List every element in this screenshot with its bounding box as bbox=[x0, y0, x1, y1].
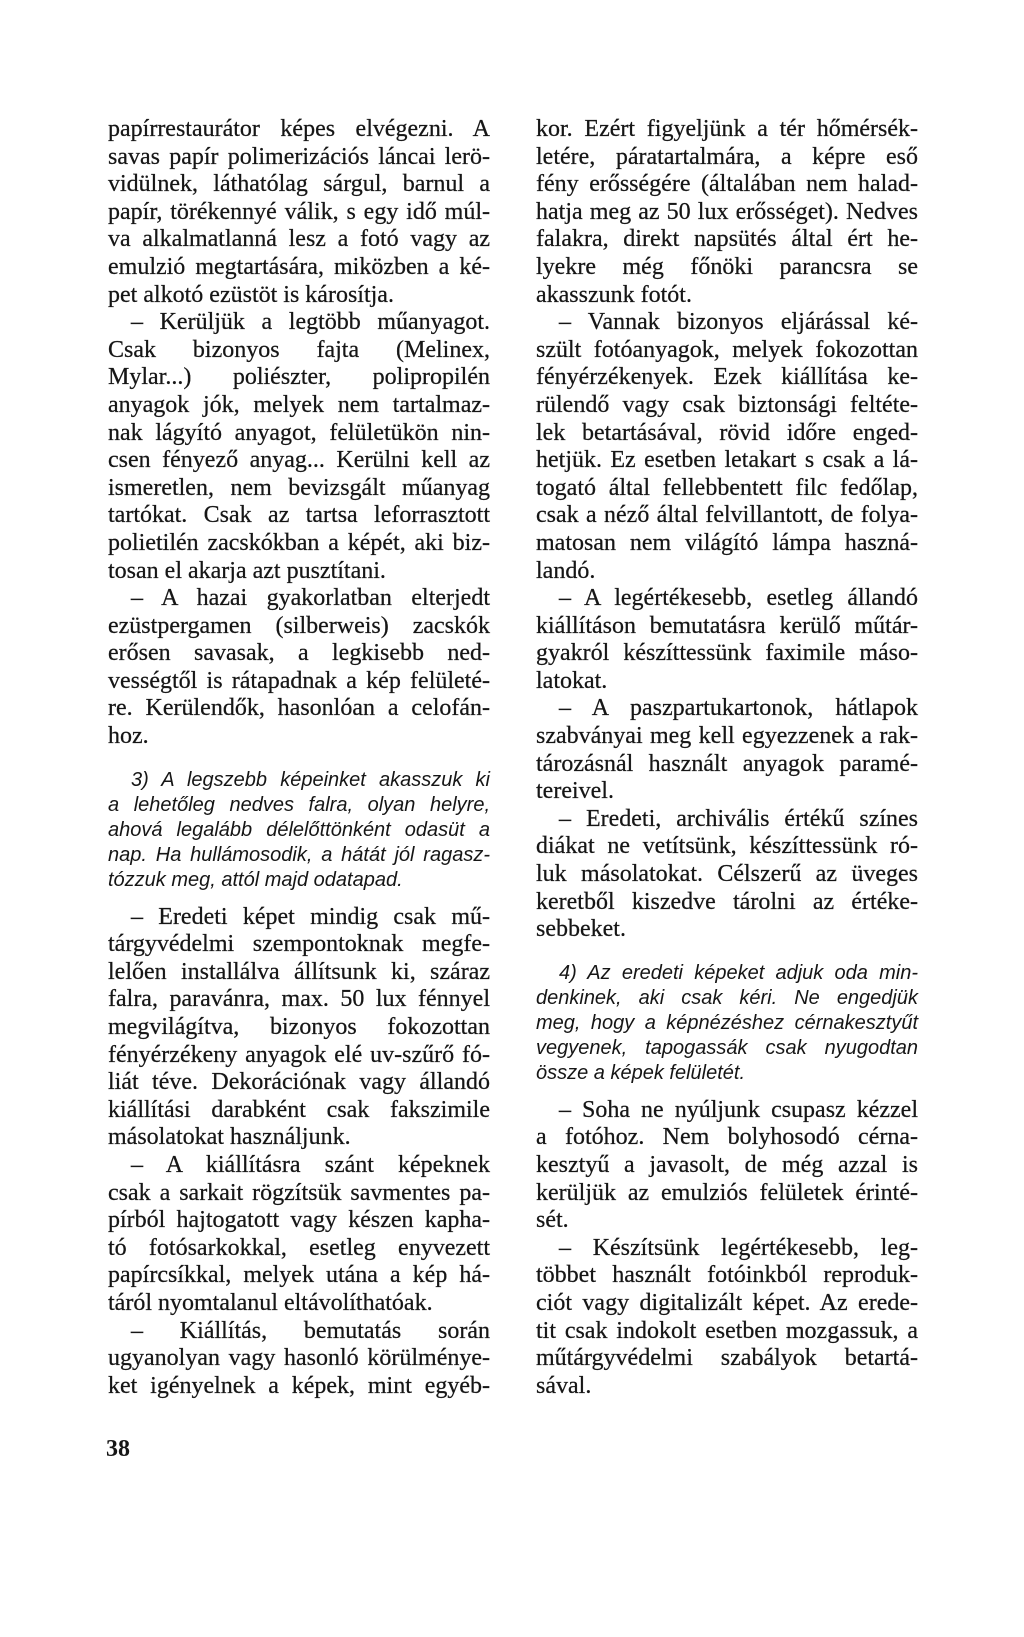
italic-note bbox=[108, 768, 490, 893]
text-line: ciót vagy digitalizált képet. Az erede- bbox=[536, 1289, 918, 1316]
text-line: – Kiállítás, bemutatás során bbox=[131, 1317, 490, 1344]
text-line: csak a néző által felvillantott, de folya- bbox=[536, 502, 918, 529]
text-line: tosan el akarja azt pusztítani. bbox=[108, 557, 386, 584]
text-line: ismeretlen, nem bevizsgált műanyag bbox=[108, 474, 490, 501]
text-line: sával. bbox=[536, 1372, 592, 1399]
text-line: többet használt fotóinkból reproduk- bbox=[536, 1262, 918, 1289]
text-line: 4) Az eredeti képeket adjuk oda min- bbox=[559, 961, 918, 984]
text-line: – Eredeti képet mindig csak mű- bbox=[131, 903, 490, 930]
text-line: ugyanolyan vagy hasonló körülménye- bbox=[108, 1345, 490, 1372]
text-line: ket igényelnek a képek, mint egyéb- bbox=[108, 1372, 490, 1399]
paragraph bbox=[108, 585, 490, 751]
text-line: kiállításon bemutatásra kerülő műtár- bbox=[536, 612, 918, 639]
paragraph bbox=[536, 585, 918, 695]
text-line: – A legértékesebb, esetleg állandó bbox=[559, 585, 918, 612]
text-line: kesztyű a javasolt, de még azzal is bbox=[536, 1152, 918, 1178]
paragraph bbox=[108, 1318, 490, 1401]
text-line: – A paszpartukartonok, hátlapok bbox=[559, 695, 918, 722]
text-line: ezüstpergamen (silberweis) zacskók bbox=[108, 612, 490, 639]
text-line: 3) A legszebb képeinket akasszuk ki bbox=[131, 768, 490, 791]
text-line: műtárgyvédelmi szabályok betartá- bbox=[536, 1345, 918, 1372]
text-line: denkinek, aki csak kéri. Ne engedjük bbox=[536, 986, 918, 1009]
text-line: erősen savasak, a legkisebb ned- bbox=[108, 640, 490, 667]
text-line: papírcsíkkal, melyek utána a kép há- bbox=[108, 1262, 490, 1289]
paragraph bbox=[536, 1097, 918, 1235]
text-line: togató által fellebbentett filc fedőlap, bbox=[536, 474, 918, 501]
text-line: csen fényező anyag... Kerülni kell az bbox=[108, 447, 490, 474]
text-line: Csak bizonyos fajta (Melinex, bbox=[108, 336, 490, 363]
text-line: szült fotóanyagok, melyek fokozottan bbox=[536, 336, 918, 363]
text-line: fényérzékeny anyagok elé uv-szűrő fó- bbox=[108, 1041, 490, 1068]
text-line: hoz. bbox=[108, 723, 149, 750]
paragraph bbox=[108, 116, 490, 309]
text-line: megvilágítva, bizonyos fokozottan bbox=[108, 1014, 490, 1041]
text-line: keretből kiszedve tárolni az értéke- bbox=[536, 888, 918, 915]
text-line: luk másolatokat. Célszerű az üveges bbox=[536, 861, 918, 888]
text-line: tartókat. Csak az tartsa leforrasztott bbox=[108, 502, 490, 529]
text-line: vegyenek, tapogassák csak nyugodtan bbox=[536, 1036, 918, 1059]
text-line: sebbeket. bbox=[536, 916, 626, 943]
text-line: lyekre még főnöki parancsra se bbox=[536, 253, 918, 280]
text-line: tó fotósarkokkal, esetleg enyvezett bbox=[108, 1234, 490, 1261]
text-line: gyakról készíttessünk faximile máso- bbox=[536, 640, 918, 667]
paragraph bbox=[536, 1235, 918, 1401]
text-line: meg, hogy a képnézéshez cérnakesztyűt bbox=[536, 1011, 918, 1034]
text-line: kerüljük az emulziós felületek érinté- bbox=[536, 1179, 918, 1206]
text-line: táról nyomtalanul eltávolíthatóak. bbox=[108, 1289, 433, 1316]
text-line: csak a sarkait rögzítsük savmentes pa- bbox=[108, 1179, 490, 1206]
text-line: papírrestaurátor képes elvégezni. A bbox=[108, 116, 490, 142]
text-line: diákat ne vetítsünk, készíttessünk ró- bbox=[536, 833, 918, 860]
text-line: kiállítási darabként csak fakszimile bbox=[108, 1096, 490, 1123]
left-column bbox=[108, 116, 490, 1400]
text-line: pírból hajtogatott vagy készen kapha- bbox=[108, 1207, 490, 1234]
text-line: fényérzékenyek. Ezek kiállítása ke- bbox=[536, 364, 918, 391]
text-line: ahová legalább délelőttönként odasüt a bbox=[108, 818, 490, 841]
paragraph bbox=[536, 116, 918, 309]
text-line: másolatokat használjunk. bbox=[108, 1124, 351, 1151]
text-line: pet alkotó ezüstöt is károsítja. bbox=[108, 281, 394, 308]
text-line: emulzió megtartására, miközben a ké- bbox=[108, 253, 490, 280]
text-line: liát téve. Dekorációnak vagy állandó bbox=[108, 1069, 490, 1096]
text-line: szabványai meg kell egyezzenek a rak- bbox=[536, 723, 918, 750]
text-line: lelően installálva állítsunk ki, száraz bbox=[108, 958, 490, 985]
text-line: – Készítsünk legértékesebb, leg- bbox=[559, 1234, 918, 1261]
italic-note bbox=[536, 961, 918, 1086]
text-line: nak lágyító anyagot, felületükön nin- bbox=[108, 419, 490, 446]
paragraph bbox=[108, 309, 490, 585]
text-line: papír, törékennyé válik, s egy idő múl- bbox=[108, 198, 490, 225]
text-line: falra, paravánra, max. 50 lux fénnyel bbox=[108, 986, 490, 1013]
text-line: Mylar...) poliészter, polipropilén bbox=[108, 364, 490, 391]
paragraph bbox=[108, 904, 490, 1152]
text-line: – Kerüljük a legtöbb műanyagot. bbox=[131, 309, 490, 336]
text-line: re. Kerülendők, hasonlóan a celofán- bbox=[108, 695, 490, 722]
text-line: landó. bbox=[536, 557, 596, 584]
text-line: tárgyvédelmi szempontoknak megfe- bbox=[108, 931, 490, 958]
text-line: vességtől is rátapadnak a kép felületé- bbox=[108, 667, 490, 694]
text-line: tározásnál használt anyagok paramé- bbox=[536, 750, 918, 777]
text-line: – A kiállításra szánt képeknek bbox=[131, 1152, 490, 1178]
text-line: a fotóhoz. Nem bolyhosodó cérna- bbox=[536, 1124, 918, 1151]
text-line: tereivel. bbox=[536, 778, 614, 805]
text-line: tózzuk meg, attól majd odatapad. bbox=[108, 868, 403, 891]
paragraph bbox=[536, 806, 918, 944]
text-line: rülendő vagy csak biztonsági feltéte- bbox=[536, 391, 918, 418]
text-line: össze a képek felületét. bbox=[536, 1061, 746, 1084]
text-line: savas papír polimerizációs láncai lerö- bbox=[108, 143, 490, 170]
text-line: fény erősségére (általában nem halad- bbox=[536, 171, 918, 198]
paragraph bbox=[536, 309, 918, 585]
text-line: va alkalmatlanná lesz a fotó vagy az bbox=[108, 226, 490, 253]
text-line: latokat. bbox=[536, 667, 608, 694]
page-number: 38 bbox=[106, 1436, 130, 1462]
text-line: falakra, direkt napsütés által ért he- bbox=[536, 226, 918, 253]
text-line: lek betartásával, rövid időre enged- bbox=[536, 419, 918, 446]
text-line: – A hazai gyakorlatban elterjedt bbox=[131, 585, 490, 612]
text-line: matosan nem világító lámpa haszná- bbox=[536, 529, 918, 556]
paragraph bbox=[536, 695, 918, 805]
paragraph bbox=[108, 1152, 490, 1318]
text-line: sét. bbox=[536, 1207, 569, 1234]
text-line: – Vannak bizonyos eljárással ké- bbox=[559, 309, 918, 336]
text-line: polietilén zacskókban a képét, aki biz- bbox=[108, 529, 490, 556]
text-line: vidülnek, láthatólag sárgul, barnul a bbox=[108, 171, 490, 198]
text-line: tit csak indokolt esetben mozgassuk, a bbox=[536, 1317, 918, 1344]
right-column bbox=[536, 116, 918, 1400]
text-line: kor. Ezért figyeljünk a tér hőmérsék- bbox=[536, 116, 918, 142]
text-line: hatja meg az 50 lux erősséget). Nedves bbox=[536, 198, 918, 225]
text-line: a lehetőleg nedves falra, olyan helyre, bbox=[108, 793, 490, 816]
text-line: hetjük. Ez esetben letakart s csak a lá- bbox=[536, 447, 918, 474]
text-line: anyagok jók, melyek nem tartalmaz- bbox=[108, 391, 490, 418]
text-line: akasszunk fotót. bbox=[536, 281, 692, 308]
text-line: letére, páratartalmára, a képre eső bbox=[536, 143, 918, 170]
text-line: – Eredeti, archivális értékű színes bbox=[559, 805, 918, 832]
text-line: nap. Ha hullámosodik, a hátát jól ragasz- bbox=[108, 843, 490, 866]
text-line: – Soha ne nyúljunk csupasz kézzel bbox=[559, 1096, 918, 1123]
